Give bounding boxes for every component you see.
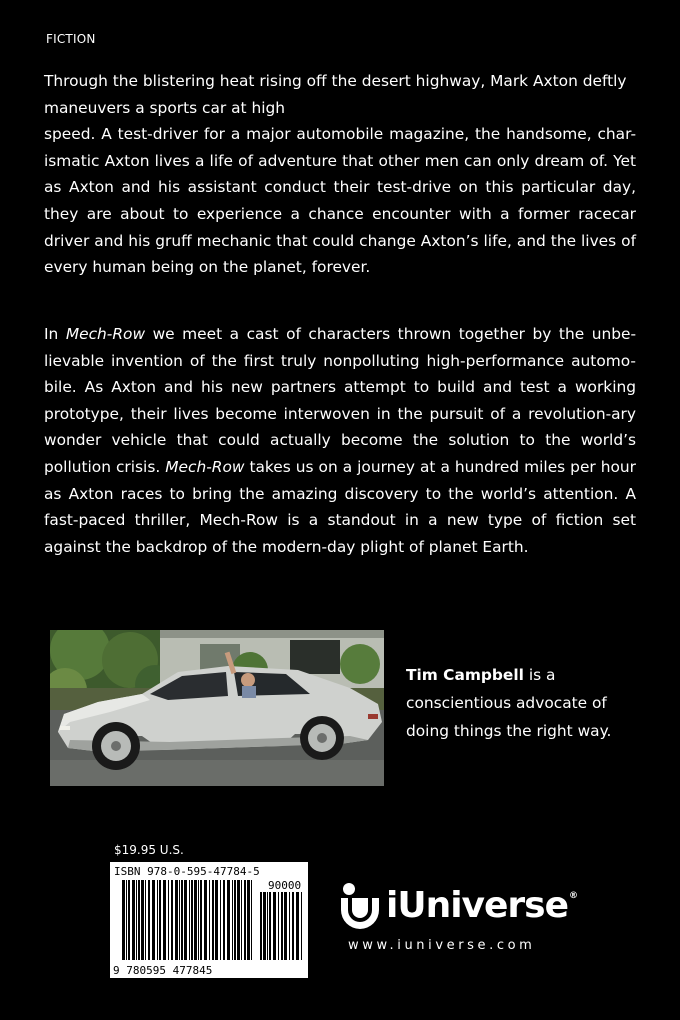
blurb-paragraph-1 (44, 68, 636, 281)
blurb-p2-end: takes us on a journey at a hundred miles per hour as Axton races to bring the amazing discovery to the world’s attention. A fast-paced thriller, Mech-Row is a standout in a new type of fiction set against the backdrop of the modern-day plight of planet Earth. (44, 457, 636, 556)
blurb-paragraph-2 (44, 321, 636, 560)
book-title-mention: Mech-Row (165, 457, 245, 476)
publisher-name: iUniverse (386, 885, 569, 926)
author-name: Tim Campbell (406, 666, 524, 684)
barcode-addon-digits: 90000 (268, 879, 302, 892)
publisher-url: www.iuniverse.com (348, 938, 536, 953)
book-title-mention: Mech-Row (65, 325, 146, 343)
genre-label: FICTION (46, 32, 96, 46)
barcode-digits: 9 780595 477845 (113, 964, 213, 977)
blurb-p1-line1: Through the blistering heat rising off the desert highway, Mark Axton deftly maneuvers a sports car at high (44, 72, 627, 117)
price-label: $19.95 U.S. (114, 843, 184, 857)
blurb-p2-in: In (44, 325, 66, 343)
registered-mark: ® (569, 891, 578, 901)
isbn-text: ISBN 978-0-595-47784-5 (114, 865, 260, 878)
author-bio-text: is a conscientious advocate of doing things the right way. (406, 666, 612, 740)
blurb-p1-rest: speed. A test-driver for a major automobile magazine, the handsome, char-ismatic Axton lives a life of adventure that other men can only dream of. Yet as Axton and his assistant conduct their test-drive on this particular day, they are about to experience a chance encounter with a former racecar driver and his gruff mechanic that could change Axton’s life, and the lives of every human being on the planet, forever. (44, 125, 636, 277)
iuniverse-logo-icon (338, 882, 384, 930)
author-bio (406, 661, 621, 745)
author-photo (50, 630, 384, 786)
barcode-bars (122, 880, 252, 960)
publisher-logo (338, 882, 578, 952)
blurb-p2-mid: we meet a cast of characters thrown together by the unbe-lievable invention of the first truly nonpolluting high-performance automo-bile. As Axton and his new partners attempt to build and test a working prototype, their lives become interwoven in the pursuit of a revolution-ary wonder vehicle that could actually become the solution to the world’s pollution crisis. (44, 325, 637, 476)
isbn-barcode (110, 862, 308, 978)
